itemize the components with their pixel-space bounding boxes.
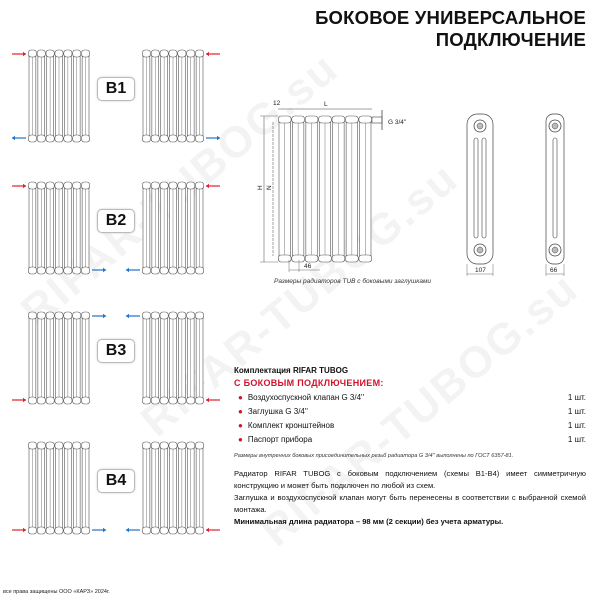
dimension-label: 12 [273, 100, 281, 107]
return-arrow-icon [206, 136, 220, 140]
kit-list [234, 393, 586, 444]
kit-item-name-wrap [238, 393, 364, 402]
kit-item-name: Воздухоспускной клапан G 3/4'' [247, 393, 365, 402]
kit-subheading: С БОКОВЫМ ПОДКЛЮЧЕНИЕМ: [234, 378, 384, 388]
description-p3: Минимальная длина радиатора – 98 мм (2 секции) без учета арматуры. [234, 517, 504, 526]
radiator-icon [28, 442, 89, 534]
kit-item-qty: 1 шт. [567, 421, 586, 430]
return-arrow-icon [12, 136, 26, 140]
radiator-icon [28, 182, 89, 274]
supply-arrow-icon [206, 52, 220, 56]
kit-item [234, 407, 586, 416]
radiator-icon [142, 182, 203, 274]
dimension-label: 66 [550, 267, 558, 274]
kit-item [234, 421, 586, 430]
return-arrow-icon [126, 528, 140, 532]
bullet-icon: ● [238, 393, 243, 402]
scheme-b3 [0, 302, 230, 412]
return-arrow-icon [126, 268, 140, 272]
supply-arrow-icon [12, 398, 26, 402]
bullet-icon: ● [238, 407, 243, 416]
dimension-label: N [266, 185, 273, 190]
return-arrow-icon [92, 314, 106, 318]
kit-item-name: Паспорт прибора [247, 435, 313, 444]
page-title [315, 7, 586, 51]
scheme-label: B2 [97, 209, 135, 233]
supply-arrow-icon [12, 52, 26, 56]
kit-item-name-wrap [238, 407, 308, 416]
dimension-label: G 3/4'' [388, 119, 407, 126]
kit-item [234, 393, 586, 402]
title-line-2: ПОДКЛЮЧЕНИЕ [435, 29, 586, 50]
return-arrow-icon [126, 314, 140, 318]
dimension-label: 107 [475, 267, 486, 274]
kit-heading: Комплектация RIFAR TUBOG [234, 366, 349, 375]
supply-arrow-icon [206, 528, 220, 532]
kit-item [234, 435, 586, 444]
kit-item-name-wrap [238, 435, 312, 444]
radiator-icon [28, 50, 89, 142]
dimension-label: 46 [304, 263, 312, 270]
kit-item-name-wrap [238, 421, 334, 430]
radiator-dimension-svg [240, 92, 598, 292]
scheme-label: B3 [97, 339, 135, 363]
kit-item-qty: 1 шт. [567, 393, 586, 402]
kit-note: Размеры внутренних боковых присоединительных резьб радиатора G 3/4'' выполнены по ГОСТ 6357-81. [234, 453, 514, 459]
kit-item-qty: 1 шт. [567, 435, 586, 444]
radiator-icon [278, 116, 371, 262]
bullet-icon: ● [238, 435, 243, 444]
scheme-label: B4 [97, 469, 135, 493]
radiator-side-view-icon [546, 114, 564, 264]
supply-arrow-icon [206, 184, 220, 188]
kit-item-name: Заглушка G 3/4'' [247, 407, 308, 416]
radiator-icon [142, 442, 203, 534]
bullet-icon: ● [238, 421, 243, 430]
radiator-side-view-icon [467, 114, 493, 264]
description-p2: Заглушка и воздухоспускной клапан могут быть перенесены в соответствии с выбранной схемой монтажа. [234, 493, 586, 514]
description [234, 468, 586, 528]
supply-arrow-icon [206, 398, 220, 402]
radiator-icon [142, 312, 203, 404]
return-arrow-icon [92, 528, 106, 532]
footer-copyright: все права защищены ООО «КАРЗ» 2024г. [3, 589, 110, 595]
scheme-b4 [0, 432, 230, 542]
kit-item-name: Комплект кронштейнов [247, 421, 335, 430]
kit-section [234, 366, 586, 459]
title-line-1: БОКОВОЕ УНИВЕРСАЛЬНОЕ [315, 7, 586, 28]
radiator-icon [142, 50, 203, 142]
drawing-caption: Размеры радиаторов TUB с боковыми заглушками [274, 278, 432, 285]
supply-arrow-icon [12, 184, 26, 188]
scheme-label: B1 [97, 77, 135, 101]
description-p1: Радиатор RIFAR TUBOG с боковым подключением (схемы B1-B4) имеет симметричную конструкцию и может быть подключен по любой из схем. [234, 469, 586, 490]
return-arrow-icon [92, 268, 106, 272]
dimension-drawing [240, 92, 598, 292]
radiator-icon [28, 312, 89, 404]
dimension-label: L [324, 101, 328, 108]
supply-arrow-icon [12, 528, 26, 532]
kit-item-qty: 1 шт. [567, 407, 586, 416]
dimension-label: H [257, 185, 264, 190]
scheme-b1 [0, 40, 230, 150]
scheme-b2 [0, 172, 230, 282]
